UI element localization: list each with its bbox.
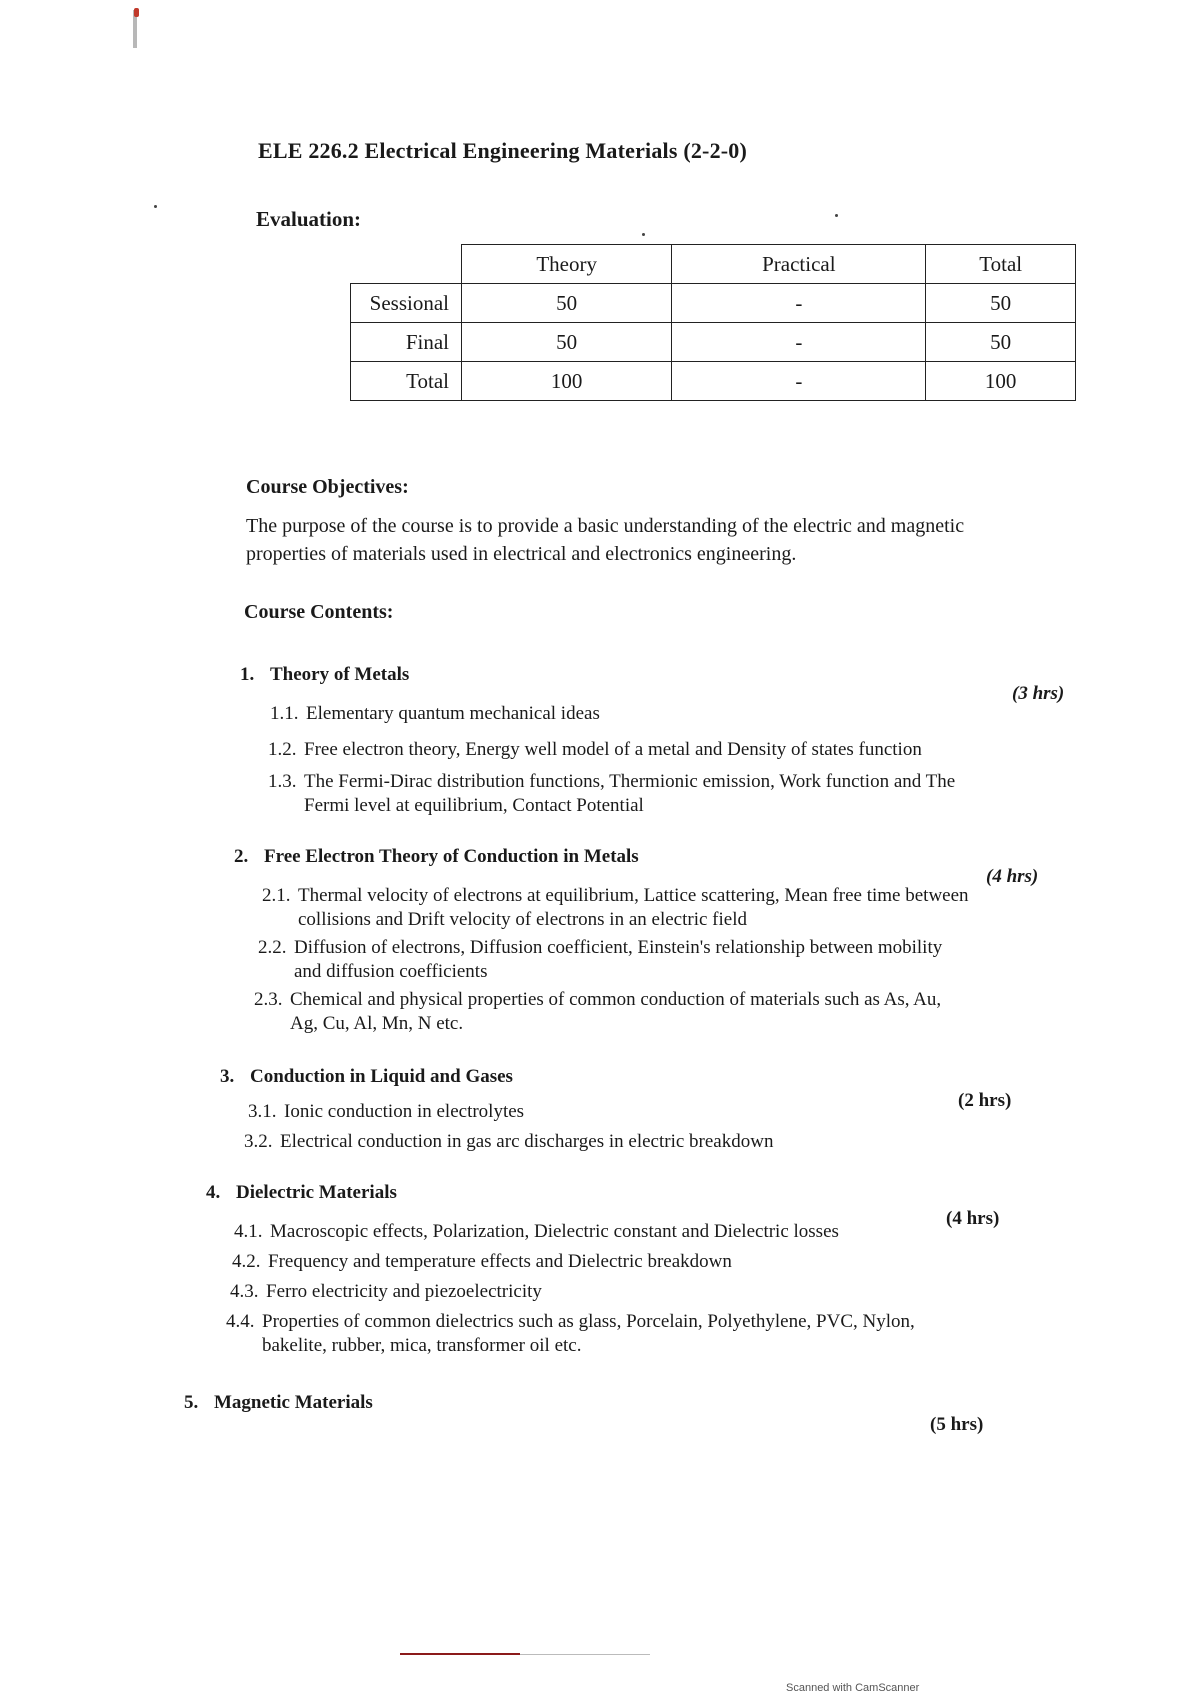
list-item [226,1310,1026,1358]
sub-text: Frequency and temperature effects and Dielectric breakdown [268,1251,732,1272]
sub-number: 1.2. [268,739,297,760]
evaluation-heading: Evaluation: [256,207,362,231]
theory-cell: 50 [462,284,672,323]
chapter-number: 5. [184,1392,199,1413]
chapter-1-title [240,664,409,686]
chapter-1-hours: (3 hrs) [1012,683,1065,704]
sub-text: Free electron theory, Energy well model of a metal and Density of states function [304,739,922,760]
sub-number: 1.1. [270,703,299,724]
objectives-text: The purpose of the course is to provide a basic understanding of the electric and magnetic properties of materials used in electrical and electronics engineering. [246,515,965,565]
scan-footer-mark [400,1653,520,1655]
table-header-row [351,245,1076,284]
sub-text: Ferro electricity and piezoelectricity [266,1281,542,1302]
scan-speck [154,205,157,208]
row-label: Total [351,362,462,401]
chapter-2-hours: (4 hrs) [986,866,1039,887]
list-item [234,1220,1034,1244]
list-item [258,936,1058,984]
scan-speck [835,214,838,217]
sub-text-continued: bakelite, rubber, mica, transformer oil etc. [262,1335,582,1356]
evaluation-table [350,244,1076,401]
list-item [232,1250,1032,1274]
practical-cell: - [672,323,926,362]
scan-footer-mark [520,1654,650,1655]
sub-number: 2.2. [258,937,287,958]
list-item [268,770,1068,818]
table-row [351,323,1076,362]
chapter-title: Dielectric Materials [236,1182,397,1203]
scanner-watermark: Scanned with CamScanner [786,1682,920,1694]
total-cell: 50 [926,284,1076,323]
list-item [248,1100,1048,1124]
column-header-practical: Practical [672,245,926,284]
chapter-4-title [206,1182,397,1204]
chapter-3-title [220,1066,513,1088]
objectives-heading: Course Objectives: [246,476,409,498]
sub-text: Electrical conduction in gas arc discharges in electric breakdown [280,1131,774,1152]
chapter-title: Magnetic Materials [214,1392,373,1413]
total-cell: 50 [926,323,1076,362]
chapter-3-hours: (2 hrs) [958,1090,1012,1111]
theory-cell: 100 [462,362,672,401]
sub-text-continued: and diffusion coefficients [294,961,488,982]
column-header-total: Total [926,245,1076,284]
total-cell: 100 [926,362,1076,401]
sub-text: Macroscopic effects, Polarization, Dielectric constant and Dielectric losses [270,1221,839,1242]
sub-number: 4.3. [230,1281,259,1302]
chapter-4-hours: (4 hrs) [946,1208,1000,1229]
sub-text: Elementary quantum mechanical ideas [306,703,600,724]
chapter-number: 3. [220,1066,235,1087]
sub-number: 2.1. [262,885,291,906]
sub-number: 4.1. [234,1221,263,1242]
chapter-number: 2. [234,846,249,867]
practical-cell: - [672,284,926,323]
theory-cell: 50 [462,323,672,362]
list-item [262,884,1062,932]
list-item [230,1280,1030,1304]
chapter-title: Conduction in Liquid and Gases [250,1066,513,1087]
list-item [244,1130,1044,1154]
sub-text: Ionic conduction in electrolytes [284,1101,525,1122]
sub-number: 3.2. [244,1131,273,1152]
table-row [351,362,1076,401]
sub-number: 3.1. [248,1101,277,1122]
sub-text: Thermal velocity of electrons at equilibrium, Lattice scattering, Mean free time between [298,885,969,906]
sub-text: Chemical and physical properties of common conduction of materials such as As, Au, [290,989,942,1010]
sub-number: 2.3. [254,989,283,1010]
chapter-title: Free Electron Theory of Conduction in Metals [264,846,639,867]
chapter-2-title [234,846,639,868]
row-label: Final [351,323,462,362]
chapter-5-hours: (5 hrs) [930,1414,984,1435]
sub-text-continued: collisions and Drift velocity of electrons in an electric field [298,909,747,930]
scan-red-dot [134,8,139,17]
list-item [254,988,1054,1036]
page-title: ELE 226.2 Electrical Engineering Materials (2-2-0) [258,138,748,163]
chapter-number: 4. [206,1182,221,1203]
scan-speck [642,233,645,236]
contents-heading: Course Contents: [244,601,394,623]
chapter-number: 1. [240,664,255,685]
sub-text: Properties of common dielectrics such as glass, Porcelain, Polyethylene, PVC, Nylon, [262,1311,915,1332]
sub-number: 4.2. [232,1251,261,1272]
chapter-title: Theory of Metals [270,664,410,685]
list-item [268,738,1068,762]
chapter-5-title [184,1392,373,1414]
sub-number: 1.3. [268,771,297,792]
sub-text-continued: Ag, Cu, Al, Mn, N etc. [290,1013,464,1034]
sub-text: Diffusion of electrons, Diffusion coefficient, Einstein's relationship between mobility [294,937,943,958]
row-label: Sessional [351,284,462,323]
sub-number: 4.4. [226,1311,255,1332]
table-corner-cell [351,245,462,284]
column-header-theory: Theory [462,245,672,284]
sub-text-continued: Fermi level at equilibrium, Contact Potential [304,795,644,816]
practical-cell: - [672,362,926,401]
table-row [351,284,1076,323]
sub-text: The Fermi-Dirac distribution functions, Thermionic emission, Work function and The [304,771,956,792]
list-item [270,702,1070,726]
